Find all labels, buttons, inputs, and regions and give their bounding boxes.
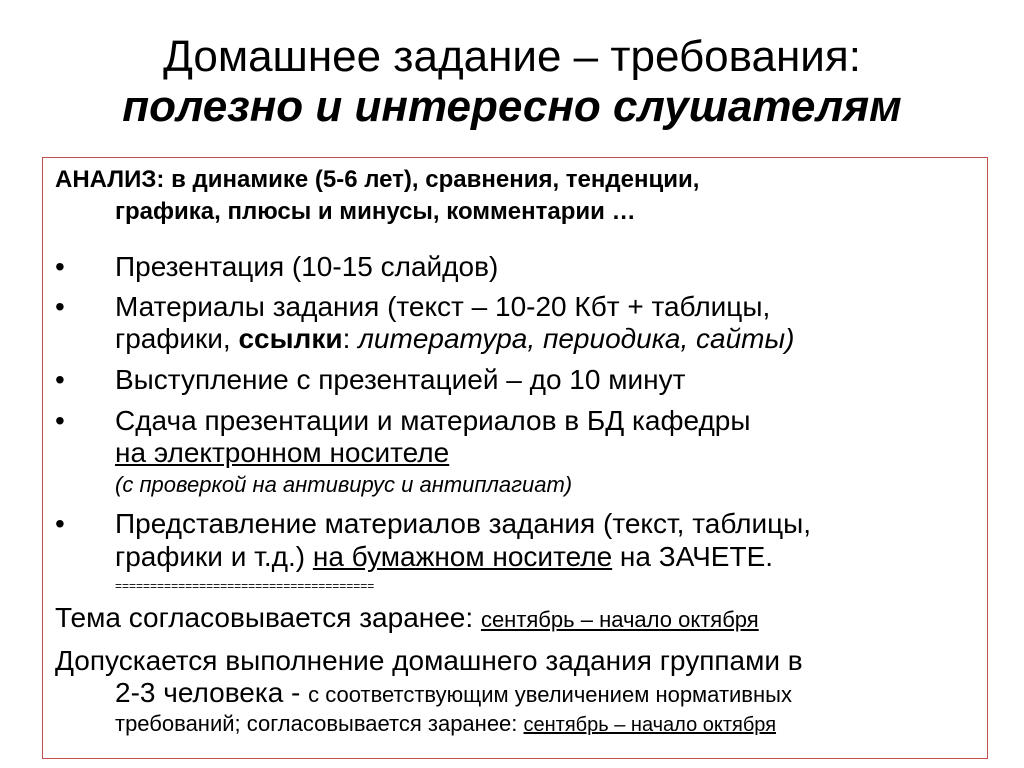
slide-title <box>0 32 1024 132</box>
item-5-paper: на бумажном носителе <box>312 541 613 572</box>
item-4-line-3: (с проверкой на антивирус и антиплагиат) <box>115 472 573 497</box>
item-3-text: Выступление с презентацией – до 10 минут <box>115 364 686 395</box>
group-period: сентябрь – начало октября <box>523 714 777 736</box>
item-5-line-1: Представление материалов задания (текст, таблицы, <box>115 508 812 539</box>
bullet-1: • <box>55 251 65 282</box>
item-5-line-2 <box>115 541 773 573</box>
bullet-4: • <box>55 405 65 436</box>
group-line-1: Допускается выполнение домашнего задания группами в <box>55 645 803 676</box>
item-4-line-2: на электронном носителе <box>115 437 450 468</box>
topic-label: Тема согласовывается заранее: <box>55 602 481 633</box>
group-agree: требований; согласовывается заранее: <box>115 711 524 736</box>
item-2-line-2 <box>115 323 794 355</box>
analysis-line-2: графика, плюсы и минусы, комментарии … <box>115 198 636 225</box>
separator-line: ===================================== <box>115 579 375 593</box>
bullet-5: • <box>55 508 65 539</box>
title-line-1: Домашнее задание – требования: <box>163 32 861 81</box>
group-size: 2-3 человека - <box>115 677 309 708</box>
group-line-2 <box>115 677 792 709</box>
group-requirements: с соответствующим увеличением нормативных <box>308 682 792 707</box>
item-2-sources: литература, периодика, сайты) <box>358 323 795 354</box>
item-5-exam: на ЗАЧЕТЕ. <box>612 541 774 572</box>
bullet-2: • <box>55 291 65 322</box>
item-2-line-1: Материалы задания (текст – 10-20 Кбт + таблицы, <box>115 291 771 322</box>
topic-line <box>55 602 759 634</box>
item-4-line-1: Сдача презентации и материалов в БД кафедры <box>115 405 751 436</box>
item-2-colon: : <box>342 323 359 354</box>
item-5-graphics: графики и т.д.) <box>115 541 313 572</box>
bullet-3: • <box>55 364 65 395</box>
group-line-3 <box>115 711 776 737</box>
topic-period: сентябрь – начало октября <box>480 607 759 632</box>
item-1-text: Презентация (10-15 слайдов) <box>115 251 499 282</box>
item-2-links: ссылки <box>238 323 343 354</box>
item-2-graphics: графики, <box>115 323 239 354</box>
analysis-line-1: АНАЛИЗ: в динамике (5-6 лет), сравнения, тенденции, <box>55 166 700 193</box>
title-line-2: полезно и интересно слушателям <box>122 82 902 131</box>
